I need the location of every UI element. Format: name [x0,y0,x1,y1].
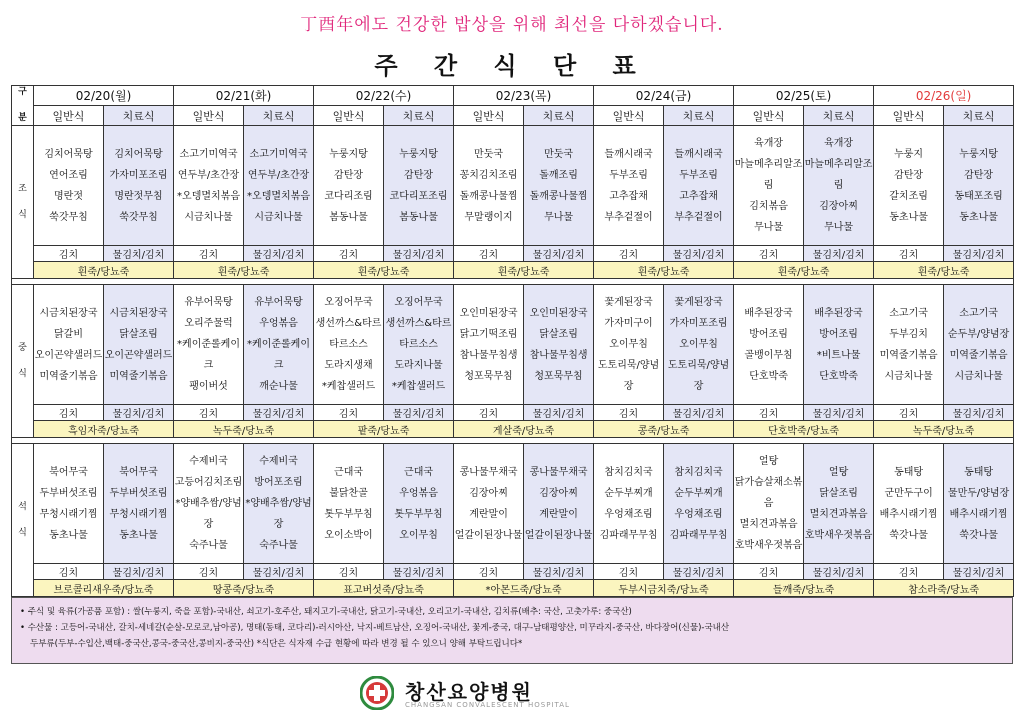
date-thu: 02/23(목) [454,86,594,106]
kimchi-therapy: 물김치/김치 [664,564,734,580]
kimchi-general: 김치 [454,564,524,580]
type-general: 일반식 [734,106,804,126]
kimchi-general: 김치 [874,246,944,262]
notes-line-2: • 수산물 : 고등어-국내산, 갈치-세네갈(순살-모로코,남아공), 명태(동태, 코다리)-러시아산, 낙지-베트남산, 오징어-국내산, 꽃게-중국, 대구-남태평양산, 미꾸라지-중국산, 바다장어(신물)-국내산 [20,623,730,633]
kimchi-general: 김치 [34,405,104,421]
kimchi-general: 김치 [314,405,384,421]
kimchi-general: 김치 [174,246,244,262]
porridge-cell: 흑임자죽/당뇨죽 [34,421,174,438]
porridge-cell: 땅콩죽/당뇨죽 [174,580,314,597]
kimchi-therapy: 물김치/김치 [804,405,874,421]
kimchi-therapy: 물김치/김치 [524,405,594,421]
kimchi-general: 김치 [594,564,664,580]
kimchi-therapy: 물김치/김치 [664,246,734,262]
meal-label-lunch: 중 식 [12,285,34,438]
dish-general: 수제비국 고등어김치조림 *양배추쌈/양념장 숙주나물 [174,444,244,564]
dish-general: 시금치된장국 닭갈비 오이곤약샐러드 미역줄기볶음 [34,285,104,405]
footer [0,672,1024,714]
porridge-cell: 흰죽/당뇨죽 [174,262,314,279]
porridge-cell: 표고버섯죽/당뇨죽 [314,580,454,597]
kimchi-general: 김치 [34,246,104,262]
kimchi-general: 김치 [594,246,664,262]
porridge-cell: 녹두죽/당뇨죽 [174,421,314,438]
date-tue: 02/21(화) [174,86,314,106]
dish-therapy: 콩나물무채국 김장아찌 계란말이 얼갈이된장나물 [524,444,594,564]
porridge-cell: 팥죽/당뇨죽 [314,421,454,438]
notes-line-3: 두부류(두부-수입산,백태-중국산,콩국-중국산,콩비지-중국산) *식단은 식자재 수급 현황에 따라 변경 될 수 있으니 양해 부탁드립니다* [30,639,523,649]
dish-general: 북어무국 두부버섯조림 무청시래기찜 동초나물 [34,444,104,564]
dish-therapy: 누룽지탕 감탄장 코다리포조림 봄동나물 [384,126,454,246]
dish-therapy: 시금치된장국 닭살조림 오이곤약샐러드 미역줄기볶음 [104,285,174,405]
kimchi-therapy: 물김치/김치 [384,246,454,262]
dish-therapy: 김치어묵탕 가자미포조림 명란젓무침 쑥갓무침 [104,126,174,246]
type-general: 일반식 [594,106,664,126]
kimchi-therapy: 물김치/김치 [804,564,874,580]
hospital-name-en: CHANGSAN CONVALESCENT HOSPITAL [405,701,570,709]
kimchi-general: 김치 [174,564,244,580]
type-general: 일반식 [874,106,944,126]
dish-therapy: 들깨시래국 두부조림 고추잡채 부추겉절이 [664,126,734,246]
date-sat: 02/25(토) [734,86,874,106]
type-therapy: 치료식 [804,106,874,126]
hospital-logo-icon [360,676,394,710]
kimchi-therapy: 물김치/김치 [664,405,734,421]
dish-therapy: 유부어묵탕 우엉볶음 *케이준롤케이크 깨순나물 [244,285,314,405]
dish-general: 소고기국 두부김치 미역줄기볶음 시금치나물 [874,285,944,405]
kimchi-general: 김치 [314,564,384,580]
dish-general: 오인미된장국 닭고기떡조림 참나물무침생 청포묵무침 [454,285,524,405]
ingredient-origin-notes [11,597,1013,664]
dish-general: 얼탕 닭가슴살채소볶음 멸치견과볶음 호박새우젓볶음 [734,444,804,564]
kimchi-therapy: 물김치/김치 [104,405,174,421]
kimchi-therapy: 물김치/김치 [804,246,874,262]
weekly-menu-table [11,85,1014,597]
type-general: 일반식 [454,106,524,126]
kimchi-general: 김치 [34,564,104,580]
kimchi-therapy: 물김치/김치 [944,246,1014,262]
dish-general: 만둣국 꽁치김치조림 돌깨콩나물찜 무말랭이지 [454,126,524,246]
date-sun: 02/26(일) [874,86,1014,106]
kimchi-therapy: 물김치/김치 [104,564,174,580]
porridge-cell: 흰죽/당뇨죽 [734,262,874,279]
dish-therapy: 오징어무국 생선까스&타르 타르소스 도라지나물 *케찹샐러드 [384,285,454,405]
kimchi-general: 김치 [734,405,804,421]
dish-therapy: 참치김치국 순두부찌개 우엉채조림 김파래무무침 [664,444,734,564]
dish-therapy: 근대국 우엉볶음 톳두부무침 오이무침 [384,444,454,564]
kimchi-therapy: 물김치/김치 [244,246,314,262]
porridge-cell: 들깨죽/당뇨죽 [734,580,874,597]
kimchi-therapy: 물김치/김치 [384,564,454,580]
dish-general: 누룽지탕 감탄장 코다리조림 봄동나물 [314,126,384,246]
dish-therapy: 소고기국 순두부/양념장 미역줄기볶음 시금치나물 [944,285,1014,405]
dish-general: 오징어무국 생선까스&타르 타르소스 도라지생채 *케찹샐러드 [314,285,384,405]
kimchi-therapy: 물김치/김치 [384,405,454,421]
dish-general: 배추된장국 방어조림 골뱅이무침 단호박죽 [734,285,804,405]
porridge-cell: 흰죽/당뇨죽 [454,262,594,279]
kimchi-therapy: 물김치/김치 [244,405,314,421]
kimchi-general: 김치 [874,564,944,580]
dish-therapy: 동태탕 물만두/양념장 배추시래기찜 쑥갓나물 [944,444,1014,564]
kimchi-therapy: 물김치/김치 [104,246,174,262]
porridge-cell: 녹두죽/당뇨죽 [874,421,1014,438]
dish-general: 육개장 마늘메추리알조림 김치볶음 무나물 [734,126,804,246]
slogan: 丁酉年에도 건강한 밥상을 위해 최선을 다하겠습니다. [300,15,724,35]
porridge-cell: 흰죽/당뇨죽 [874,262,1014,279]
row-label-header: 구 분 [12,86,34,126]
type-therapy: 치료식 [944,106,1014,126]
kimchi-general: 김치 [454,405,524,421]
kimchi-therapy: 물김치/김치 [524,246,594,262]
porridge-cell: 콩죽/당뇨죽 [594,421,734,438]
dish-general: 참치김치국 순두부찌개 우엉채조림 김파래무무침 [594,444,664,564]
dish-therapy: 육개장 마늘메추리알조림 김장아찌 무나물 [804,126,874,246]
dish-general: 소고기미역국 연두부/초간장 *오뎅멸치볶음 시금치나물 [174,126,244,246]
notes-line-1: • 주식 및 육류(가공품 포함) : 쌀(누룽지, 죽을 포함)-국내산, 쇠고기-호주산, 돼지고기-국내산, 닭고기-국내산, 오리고기-국내산, 김치류(배추: 국산, 고춧가루: 중국산) [20,607,632,617]
date-fri: 02/24(금) [594,86,734,106]
kimchi-therapy: 물김치/김치 [244,564,314,580]
porridge-cell: 흰죽/당뇨죽 [594,262,734,279]
dish-therapy: 꽃게된장국 가자미포조림 오이무침 도토리묵/양념장 [664,285,734,405]
dish-therapy: 얼탕 닭살조림 멸치견과볶음 호박새우젓볶음 [804,444,874,564]
porridge-cell: 참소라죽/당뇨죽 [874,580,1014,597]
porridge-cell: 두부시금치죽/당뇨죽 [594,580,734,597]
type-therapy: 치료식 [524,106,594,126]
porridge-cell: 브로콜리새우죽/당뇨죽 [34,580,174,597]
type-therapy: 치료식 [664,106,734,126]
kimchi-general: 김치 [734,246,804,262]
dish-general: 들깨시래국 두부조림 고추잡채 부추겉절이 [594,126,664,246]
dish-general: 김치어묵탕 연어조림 명란젓 쑥갓무침 [34,126,104,246]
porridge-cell: 게살죽/당뇨죽 [454,421,594,438]
dish-general: 꽃게된장국 가자미구이 오이무침 도토리묵/양념장 [594,285,664,405]
kimchi-therapy: 물김치/김치 [944,564,1014,580]
dish-therapy: 소고기미역국 연두부/초간장 *오뎅멸치볶음 시금치나물 [244,126,314,246]
kimchi-general: 김치 [314,246,384,262]
kimchi-general: 김치 [594,405,664,421]
kimchi-therapy: 물김치/김치 [524,564,594,580]
type-general: 일반식 [174,106,244,126]
page-title: 주 간 식 단 표 [374,52,650,80]
dish-general: 누룽지 감탄장 갈치조림 동초나물 [874,126,944,246]
kimchi-general: 김치 [174,405,244,421]
type-therapy: 치료식 [384,106,454,126]
dish-general: 유부어묵탕 오리주물럭 *케이준롤케이크 팽이버섯 [174,285,244,405]
type-general: 일반식 [34,106,104,126]
kimchi-therapy: 물김치/김치 [944,405,1014,421]
dish-general: 콩나물무채국 김장아찌 계란말이 얼갈이된장나물 [454,444,524,564]
dish-general: 동태탕 군만두구이 배추시래기찜 쑥갓나물 [874,444,944,564]
kimchi-general: 김치 [874,405,944,421]
porridge-cell: 단호박죽/당뇨죽 [734,421,874,438]
dish-therapy: 누룽지탕 감탄장 동태포조림 동초나물 [944,126,1014,246]
date-wed: 02/22(수) [314,86,454,106]
kimchi-general: 김치 [454,246,524,262]
porridge-cell: *아몬드죽/당뇨죽 [454,580,594,597]
meal-label-dinner: 석 식 [12,444,34,597]
porridge-cell: 흰죽/당뇨죽 [34,262,174,279]
date-mon: 02/20(월) [34,86,174,106]
type-therapy: 치료식 [244,106,314,126]
porridge-cell: 흰죽/당뇨죽 [314,262,454,279]
meal-label-breakfast: 조 식 [12,126,34,279]
dish-therapy: 만둣국 돌깨조림 돌깨콩나물찜 무나물 [524,126,594,246]
type-general: 일반식 [314,106,384,126]
dish-therapy: 배추된장국 방어조림 *비트나물 단호박죽 [804,285,874,405]
dish-therapy: 오인미된장국 닭살조림 참나물무침생 청포묵무침 [524,285,594,405]
dish-therapy: 수제비국 방어포조림 *양배추쌈/양념장 숙주나물 [244,444,314,564]
dish-therapy: 북어무국 두부버섯조림 무청시래기찜 동초나물 [104,444,174,564]
type-therapy: 치료식 [104,106,174,126]
dish-general: 근대국 불닭찬골 톳두부무침 오이소박이 [314,444,384,564]
kimchi-general: 김치 [734,564,804,580]
hospital-name: 창산요양병원 [405,680,533,704]
